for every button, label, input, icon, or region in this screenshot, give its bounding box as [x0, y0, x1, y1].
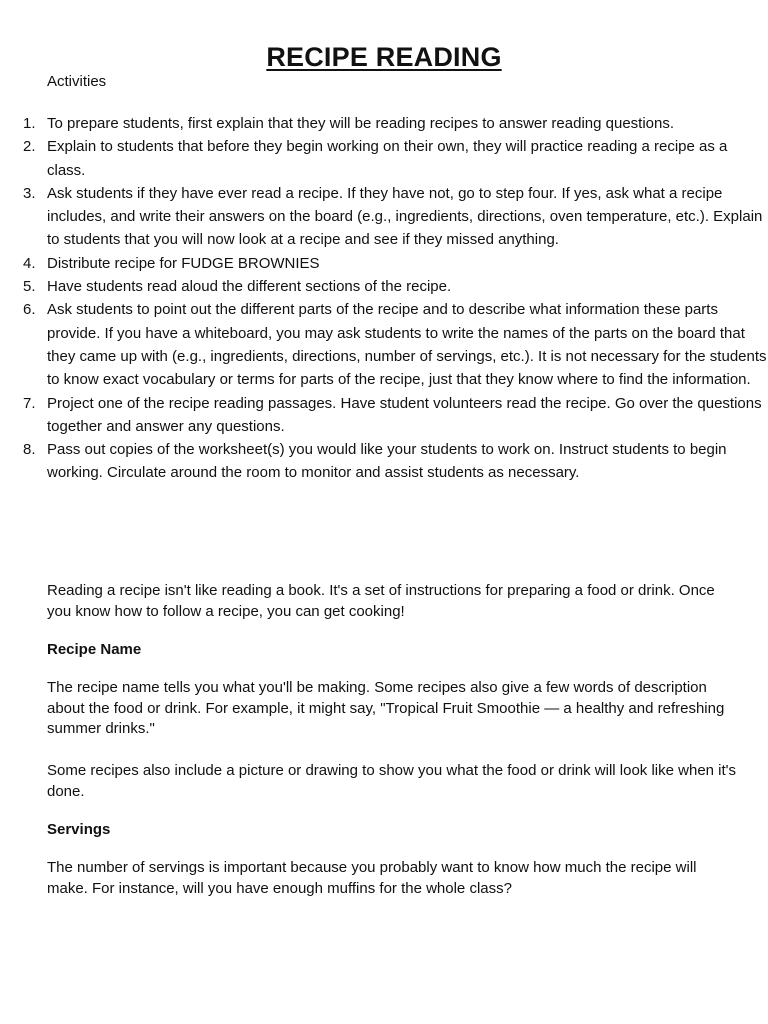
step-text: Have students read aloud the different sections of the recipe.: [47, 278, 452, 296]
list-item: [23, 182, 768, 252]
step-text: Distribute recipe for FUDGE BROWNIES: [47, 254, 320, 272]
step-text: Ask students if they have ever read a recipe. If they have not, go to step four. If yes, ask what a recipe includes, and write their answers on the board (e.g., ingredients, directions, oven temperature, etc.). Explain to students that you will now look at a recipe and see if they missed anything.: [47, 184, 763, 249]
list-item: [23, 252, 768, 275]
step-number: 6.: [23, 301, 36, 319]
intro-paragraph: Reading a recipe isn't like reading a book. It's a set of instructions for preparing a food or drink. Once you know how to follow a recipe, you can get cooking!: [47, 582, 715, 620]
step-number: 8.: [23, 441, 36, 459]
list-item: [23, 298, 768, 391]
servings-paragraph: The number of servings is important because you probably want to know how much the recipe will make. For instance, will you have enough muffins for the whole class?: [47, 859, 697, 897]
activities-label: Activities: [47, 73, 107, 90]
list-item: [23, 275, 768, 298]
list-item: [23, 392, 768, 439]
steps-list: [0, 112, 768, 485]
step-text: Ask students to point out the different parts of the recipe and to describe what information these parts provide. If you have a whiteboard, you may ask students to write the names of the parts on the board that they came up with (e.g., ingredients, directions, number of servings, etc.). It is not necessary for the students to know exact vocabulary or terms for parts of the recipe, just that they know where to find the information.: [47, 301, 767, 389]
step-number: 7.: [23, 394, 36, 412]
step-text: Project one of the recipe reading passages. Have student volunteers read the recipe. Go over the questions together and answer any questions.: [47, 394, 762, 435]
recipe-name-heading: Recipe Name: [47, 641, 142, 658]
page-title: RECIPE READING: [266, 42, 502, 72]
picture-paragraph: Some recipes also include a picture or drawing to show you what the food or drink will look like when it's done.: [47, 762, 737, 800]
step-number: 1.: [23, 115, 36, 132]
step-text: To prepare students, first explain that they will be reading recipes to answer reading questions.: [47, 115, 675, 132]
step-number: 2.: [23, 138, 36, 156]
list-item: [23, 438, 768, 485]
list-item: [23, 112, 768, 135]
step-number: 4.: [23, 254, 36, 272]
servings-heading: Servings: [47, 821, 111, 838]
list-item: [23, 135, 768, 182]
recipe-name-paragraph: The recipe name tells you what you'll be making. Some recipes also give a few words of description about the food or drink. For example, it might say, "Tropical Fruit Smoothie — a healthy and refreshing summer drinks.": [47, 679, 725, 737]
step-number: 3.: [23, 184, 36, 202]
step-text: Pass out copies of the worksheet(s) you would like your students to work on. Instruct students to begin working. Circulate around the room to monitor and assist students as necessary.: [47, 441, 727, 482]
step-number: 5.: [23, 278, 36, 296]
step-text: Explain to students that before they begin working on their own, they will practice reading a recipe as a class.: [47, 138, 728, 179]
